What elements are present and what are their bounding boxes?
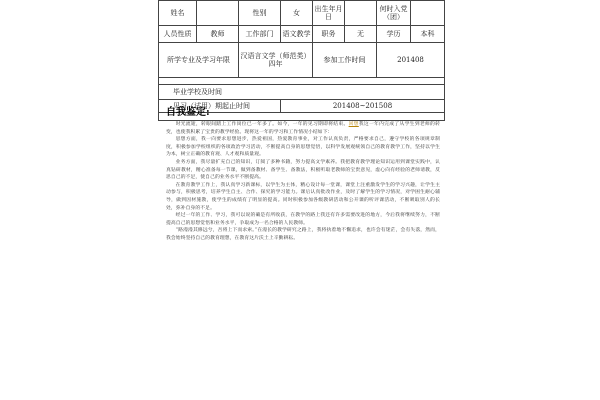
school-label: 毕业学校及时间	[159, 85, 445, 100]
paragraph: 时光流逝，转眼间踏上工作岗位已一年多了。如今，一年的见习期即将结束。回想我这一年内完成了从学生到老师的转变，也使我积累了宝贵的教学经验。现将这一年的学习和工作情况小结如下：	[166, 122, 441, 135]
party-label: 何时入党（团）	[377, 1, 411, 26]
name-value	[197, 1, 239, 26]
department-label: 工作部门	[239, 26, 281, 43]
personal-info-table	[158, 0, 445, 121]
education-value: 本科	[411, 26, 445, 43]
birth-value	[345, 1, 377, 26]
probation-label: 见习（试用）期起止时间	[159, 100, 281, 113]
position-value: 无	[345, 26, 377, 43]
education-label: 学历	[377, 26, 411, 43]
probation-value: 201408~201508	[281, 100, 445, 113]
birth-label: 出生年月日	[313, 1, 345, 26]
party-value	[411, 1, 445, 26]
paragraph: 业务方面，我尽量扩充自己的知识，订阅了多种书籍，努力提高文学素养。我把教育教学理论知识运用到课堂实践中，认真钻研教材，精心准备每一节课，做到备教材、备学生、备教法，积极听取老教师的宝贵意见，虚心向有经验的老师请教，反思自己的不足，使自己的业务水平不断提高。	[166, 159, 440, 181]
department-value: 语文教学	[281, 26, 313, 43]
section-heading: 自我鉴定:	[166, 107, 210, 118]
major-value: 汉语言文学（师范类）四年	[239, 43, 313, 78]
staff-type-value: 教师	[197, 26, 239, 43]
name-label: 姓名	[159, 1, 197, 26]
gender-label: 性别	[239, 1, 281, 26]
paragraph: “路漫漫其修远兮，吾将上下而求索。”在漫长的教学研究之路上，我将执着地不懈追求，也许会有迷茫，会有失落，然而，我会始终坚持自己的教育理想，在教育这片沃土上辛勤耕耘。	[166, 228, 440, 241]
work-start-label: 参加工作时间	[313, 43, 377, 78]
paragraph: 思想方面，我一向要求思想进步，热爱祖国，热爱教育事业，对工作认真负责，严格要求自己，遵守学校的各项规章制度，积极参加学校组织的各项政治学习活动，不断提高自身的思想觉悟，以科学发展观统领自己的教育教学工作，坚持以学生为本，树立正确的教育观、人才观和质量观。	[166, 137, 440, 158]
spacer-row	[159, 78, 445, 85]
self-assessment-section	[166, 106, 440, 243]
major-label: 所学专业及学习年限	[159, 43, 239, 78]
gender-value: 女	[281, 1, 313, 26]
paragraph: 在教育教学工作上，我认真学习新课标，以学生为主体，精心设计每一堂课，课堂上注重激发学生的学习兴趣，让学生主动参与，积极思考，培养学生自主、合作、探究的学习能力。课后认真批改作业，及时了解学生的学习情况，对学困生耐心辅导，做到因材施教，使学生的成绩有了明显的提高。同时积极参加各级教研活动和公开课的听评课活动，不断吸取别人的长处，弥补自身的不足。	[166, 182, 440, 211]
highlighted-word: 回想	[348, 122, 359, 127]
paragraph: 经过一年的工作、学习，我可以说的确是有所收获，在教学的路上我还有许多需要改进的地方，今后我将继续努力，不断提高自己的思想觉悟和业务水平，争取成为一名合格的人民教师。	[166, 213, 440, 226]
staff-type-label: 人员性质	[159, 26, 197, 43]
position-label: 职务	[313, 26, 345, 43]
work-start-value: 201408	[377, 43, 445, 78]
